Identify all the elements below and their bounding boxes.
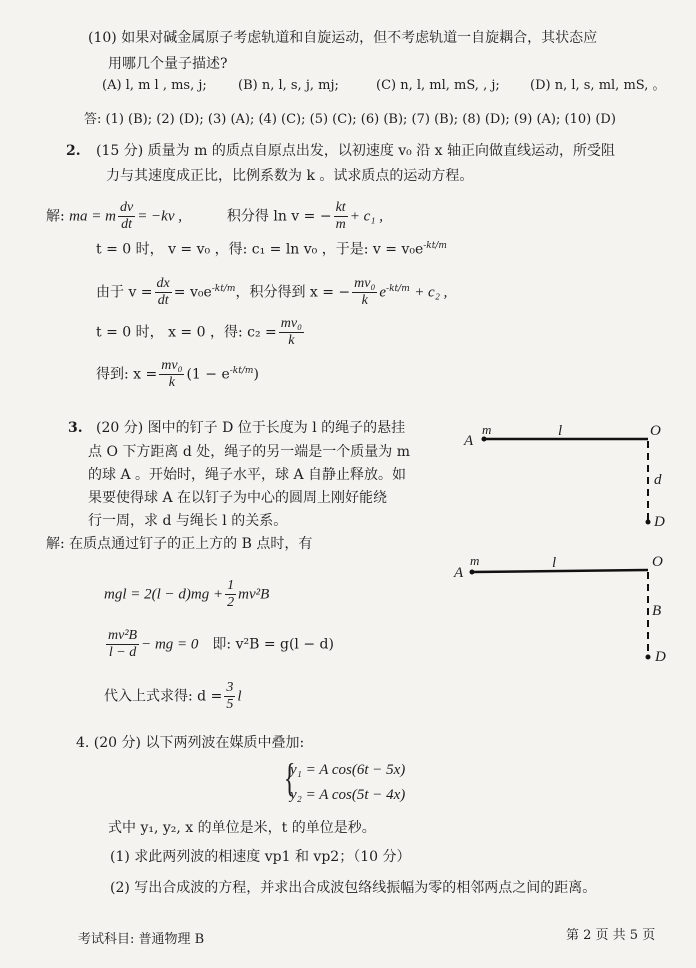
problem3-line: 的球 A 。开始时，绳子水平，球 A 自静止释放。如 xyxy=(88,467,407,483)
problem4-units: 式中 y₁, y₂, x 的单位是米，t 的单位是秒。 xyxy=(108,820,376,836)
problem4-eq1: y₁ = A cos(6t − 5x) xyxy=(290,762,406,778)
problem3-line: 行一周，求 d 与绳长 l 的关系。 xyxy=(88,513,288,529)
problem4-q2: (2) 写出合成波的方程，并求出合成波包络线振幅为零的相邻两点之间的距离。 xyxy=(110,880,597,896)
fig2-label-D: D xyxy=(655,649,666,665)
problem3-eq1: mgl = 2(l − d)mg + $\frac{1}{2}$ mv²B xyxy=(104,578,270,610)
figure-1 xyxy=(482,437,651,525)
problem2-line1: (15 分) 质量为 m 的质点自原点出发，以初速度 v₀ 沿 x 轴正向做直线运动，所受阻 xyxy=(96,143,616,159)
q10-text-line1: (10) 如果对碱金属原子考虑轨道和自旋运动，但不考虑轨道一自旋耦合，其状态应 xyxy=(88,30,598,46)
problem2-solution-3: 由于 v = $\frac{dx}{dt}$ = $v_0e^{-kt/m}$，积分得到 x = − $\frac{\text{mv₀}}{k}$ $e^{-kt/m} + c_2$ , xyxy=(96,276,448,308)
fig1-label-O: O xyxy=(650,423,661,439)
problem2-solution-2: t = 0 时， v = v₀ ，得: c₁ = ln v₀ ，于是: $v = v_0e^{-kt/m}$ xyxy=(96,241,447,258)
fraction: $\frac{dv}{dt}$ xyxy=(119,200,134,232)
fig1-label-A: A xyxy=(464,433,474,449)
fig1-label-D: D xyxy=(654,514,665,530)
eq: 积分得 ln v = − xyxy=(226,208,332,225)
problem2-number: 2. xyxy=(66,143,81,159)
fig2-label-B: B xyxy=(652,603,662,619)
figure-2 xyxy=(470,570,651,660)
problem3-solution-intro: 解: 在质点通过钉子的正上方的 B 点时，有 xyxy=(46,536,313,552)
footer-page-number: 第 2 页 共 5 页 xyxy=(566,928,656,943)
problem3-eq2: $\frac{\text{mv²B}}{l - d}$ − mg = 0 即: v²B = g(l − d) xyxy=(108,628,334,660)
q10-option-a: (A) l, m l , ms, j; xyxy=(102,78,207,93)
q10-option-c: (C) n, l, ml, mS, , j; xyxy=(376,78,500,93)
fig2-label-A: A xyxy=(454,565,464,581)
fig1-label-m: m xyxy=(482,422,492,437)
fig2-label-O: O xyxy=(652,554,663,570)
problem2-solution-4: t = 0 时， x = 0 ，得: c₂ = $\frac{\text{mv₀}}{k}$ xyxy=(96,316,302,348)
problem4-q1: (1) 求此两列波的相速度 vp1 和 vp2；（10 分） xyxy=(110,849,411,865)
fig1-label-d: d xyxy=(654,472,662,488)
q10-text-line2: 用哪几个量子描述? xyxy=(108,56,228,72)
problem3-number: 3. xyxy=(68,420,83,436)
problem3-eq3: 代入上式求得: d = $\frac{3}{5}$ l xyxy=(104,680,242,712)
fig2-label-l: l xyxy=(552,555,557,571)
q10-option-b: (B) n, l, s, j, mj; xyxy=(238,78,339,93)
solution-label: 解: xyxy=(46,208,65,225)
q10-option-d: (D) n, l, s, ml, mS, 。 xyxy=(530,78,666,93)
equation-brace: { xyxy=(283,755,296,800)
problem4-eq2: y₂ = A cos(5t − 4x) xyxy=(290,787,406,803)
q10-answers: 答: (1) (B); (2) (D); (3) (A); (4) (C); (5) (C); (6) (B); (7) (B); (8) (D); (9) (A); (10) (D) xyxy=(84,112,616,127)
footer-subject: 考试科目: 普通物理 B xyxy=(78,932,205,947)
problem3-line: 果要使得球 A 在以钉子为中心的圆周上刚好能绕 xyxy=(88,490,388,506)
problem3-line: (20 分) 图中的钉子 D 位于长度为 l 的绳子的悬挂 xyxy=(96,420,406,436)
problem4-heading: 4. (20 分) 以下两列波在媒质中叠加: xyxy=(76,735,305,751)
problem3-line: 点 O 下方距离 d 处，绳子的另一端是一个质量为 m xyxy=(88,444,410,460)
eq: + c₁ , xyxy=(349,208,383,225)
eq: ma = m xyxy=(69,208,116,225)
problem2-line2: 力与其速度成正比，比例系数为 k 。试求质点的运动方程。 xyxy=(106,168,474,184)
fraction: $\frac{kt}{m}$ xyxy=(335,200,346,232)
fig2-label-m: m xyxy=(470,553,480,568)
eq: = −kv , xyxy=(137,208,182,225)
problem2-solution-5: 得到: x = $\frac{\text{mv₀}}{k}$ $(1 - e^{-kt/m})$ xyxy=(96,358,259,390)
fig1-label-l: l xyxy=(558,423,563,439)
